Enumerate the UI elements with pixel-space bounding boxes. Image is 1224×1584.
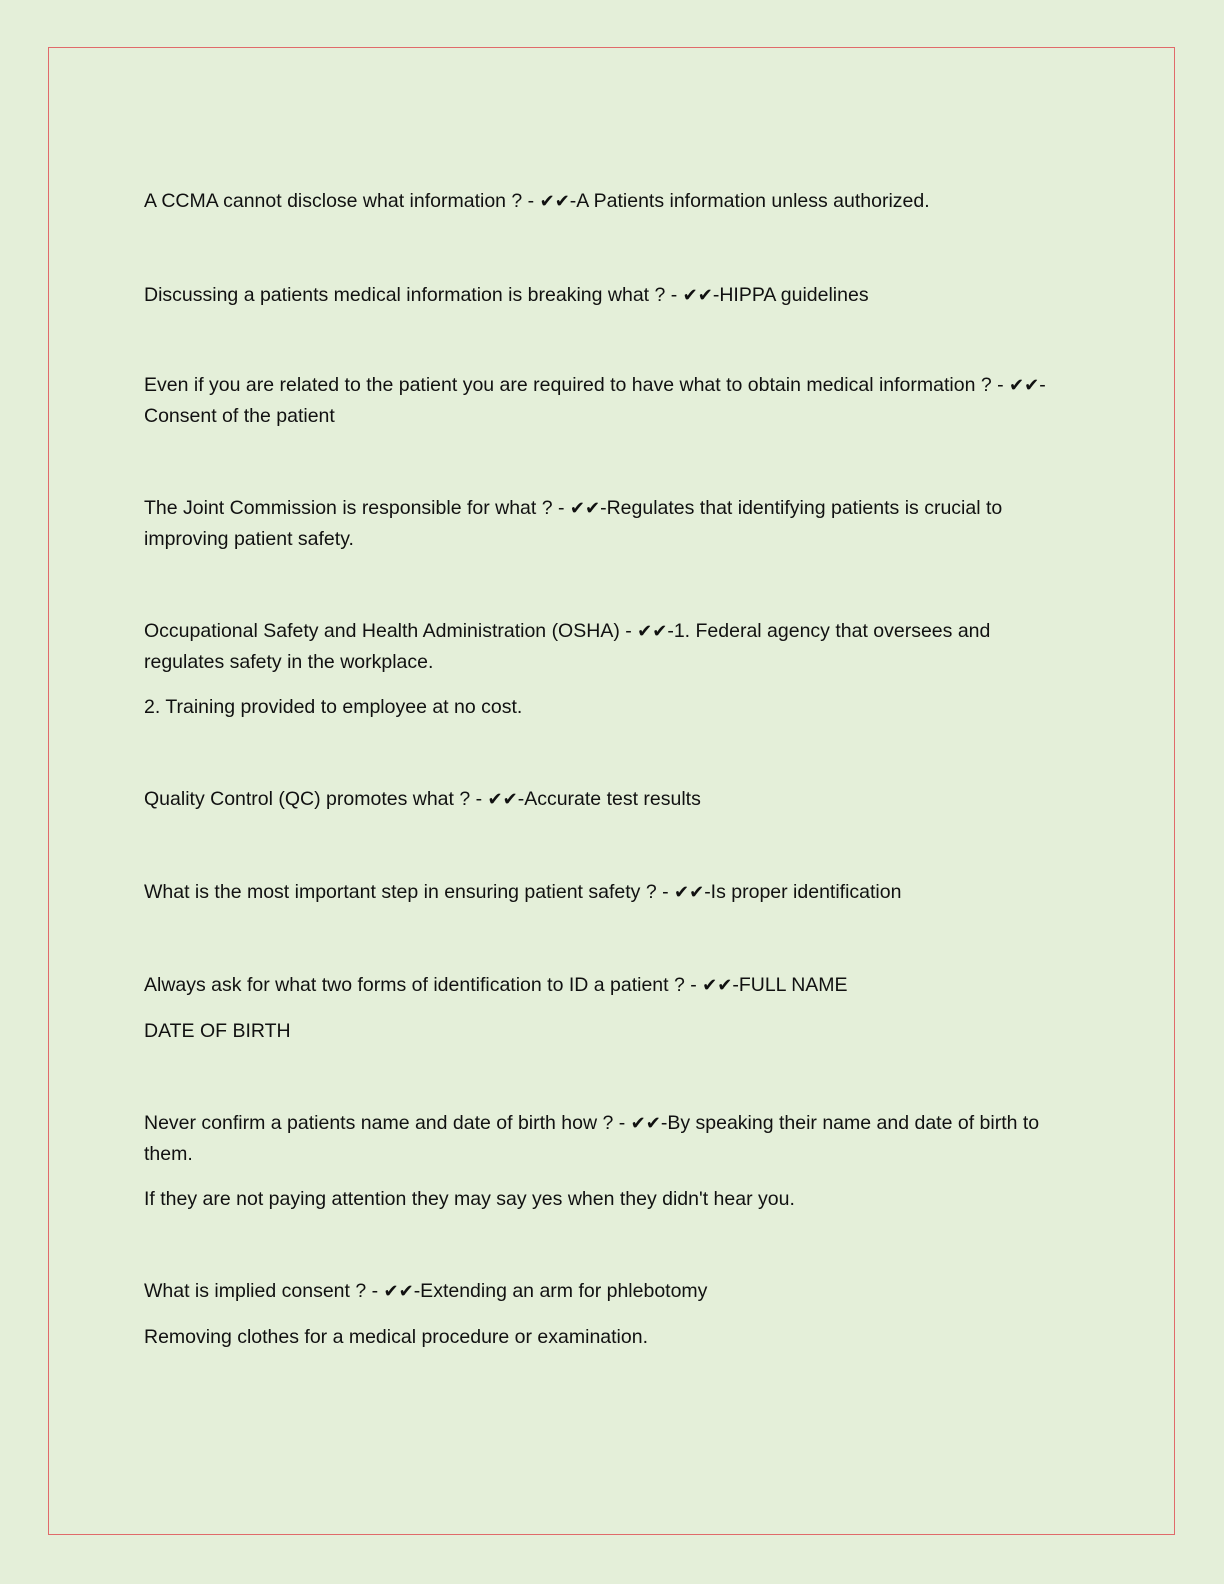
answer-extra-line: 2. Training provided to employee at no cost. xyxy=(144,696,523,718)
question-text: Occupational Safety and Health Administration (OSHA) - xyxy=(144,620,638,642)
checkmark-icon: ✔✔ xyxy=(637,621,668,642)
qa-line xyxy=(144,280,1064,311)
qa-item xyxy=(144,370,1064,431)
answer-text: -A Patients information unless authorized. xyxy=(569,190,930,212)
checkmark-icon: ✔✔ xyxy=(630,1113,661,1134)
qa-item xyxy=(144,280,1064,311)
qa-list xyxy=(144,186,1064,1352)
answer-extra-line: Removing clothes for a medical procedure or examination. xyxy=(144,1326,649,1348)
qa-item xyxy=(144,970,1064,1046)
checkmark-icon: ✔✔ xyxy=(682,285,713,306)
answer-text: -Accurate test results xyxy=(517,788,701,810)
answer-text: -Regulates that identifying patients is crucial to improving patient safety. xyxy=(144,497,1003,550)
checkmark-icon: ✔✔ xyxy=(383,1281,414,1302)
question-text: What is the most important step in ensuring patient safety ? - xyxy=(144,881,675,903)
qa-line xyxy=(144,877,1064,908)
qa-line xyxy=(144,1276,1064,1307)
answer-text: -1. Federal agency that oversees and regulates safety in the workplace. xyxy=(144,620,991,673)
qa-item xyxy=(144,186,1064,217)
checkmark-icon: ✔✔ xyxy=(1009,375,1040,396)
qa-item xyxy=(144,616,1064,722)
answer-text: -FULL NAME xyxy=(732,974,848,996)
question-text: Discussing a patients medical information is breaking what ? - xyxy=(144,284,683,306)
checkmark-icon: ✔✔ xyxy=(569,498,601,519)
answer-text: -HIPPA guidelines xyxy=(712,284,869,306)
question-text: Always ask for what two forms of identification to ID a patient ? - xyxy=(144,974,703,996)
answer-text: -Is proper identification xyxy=(704,881,902,903)
answer-text: -Extending an arm for phlebotomy xyxy=(413,1280,708,1302)
question-text: Even if you are related to the patient you are required to have what to obtain medical information ? - xyxy=(144,374,1010,396)
qa-line xyxy=(144,616,1064,677)
qa-line xyxy=(144,186,1064,217)
qa-line xyxy=(144,493,1064,554)
qa-item xyxy=(144,877,1064,908)
question-text: What is implied consent ? - xyxy=(144,1280,384,1302)
question-text: A CCMA cannot disclose what information ? - xyxy=(144,190,540,212)
answer-text: -Consent of the patient xyxy=(144,374,1046,427)
qa-line xyxy=(144,784,1064,815)
qa-line xyxy=(144,1108,1064,1169)
checkmark-icon: ✔✔ xyxy=(539,191,570,212)
qa-line xyxy=(144,370,1064,431)
qa-line xyxy=(144,970,1064,1001)
checkmark-icon: ✔✔ xyxy=(702,975,733,996)
qa-item xyxy=(144,784,1064,815)
answer-extra-line: DATE OF BIRTH xyxy=(144,1020,291,1042)
qa-item xyxy=(144,1276,1064,1352)
question-text: Quality Control (QC) promotes what ? - xyxy=(144,788,488,810)
qa-item xyxy=(144,1108,1064,1214)
qa-item xyxy=(144,493,1064,554)
question-text: Never confirm a patients name and date of birth how ? - xyxy=(144,1112,631,1134)
question-text: The Joint Commission is responsible for what ? - xyxy=(144,497,570,519)
checkmark-icon: ✔✔ xyxy=(487,789,518,810)
answer-extra-line: If they are not paying attention they may say yes when they didn't hear you. xyxy=(144,1188,795,1210)
answer-text: -By speaking their name and date of birth to them. xyxy=(144,1112,1040,1165)
checkmark-icon: ✔✔ xyxy=(674,882,705,903)
